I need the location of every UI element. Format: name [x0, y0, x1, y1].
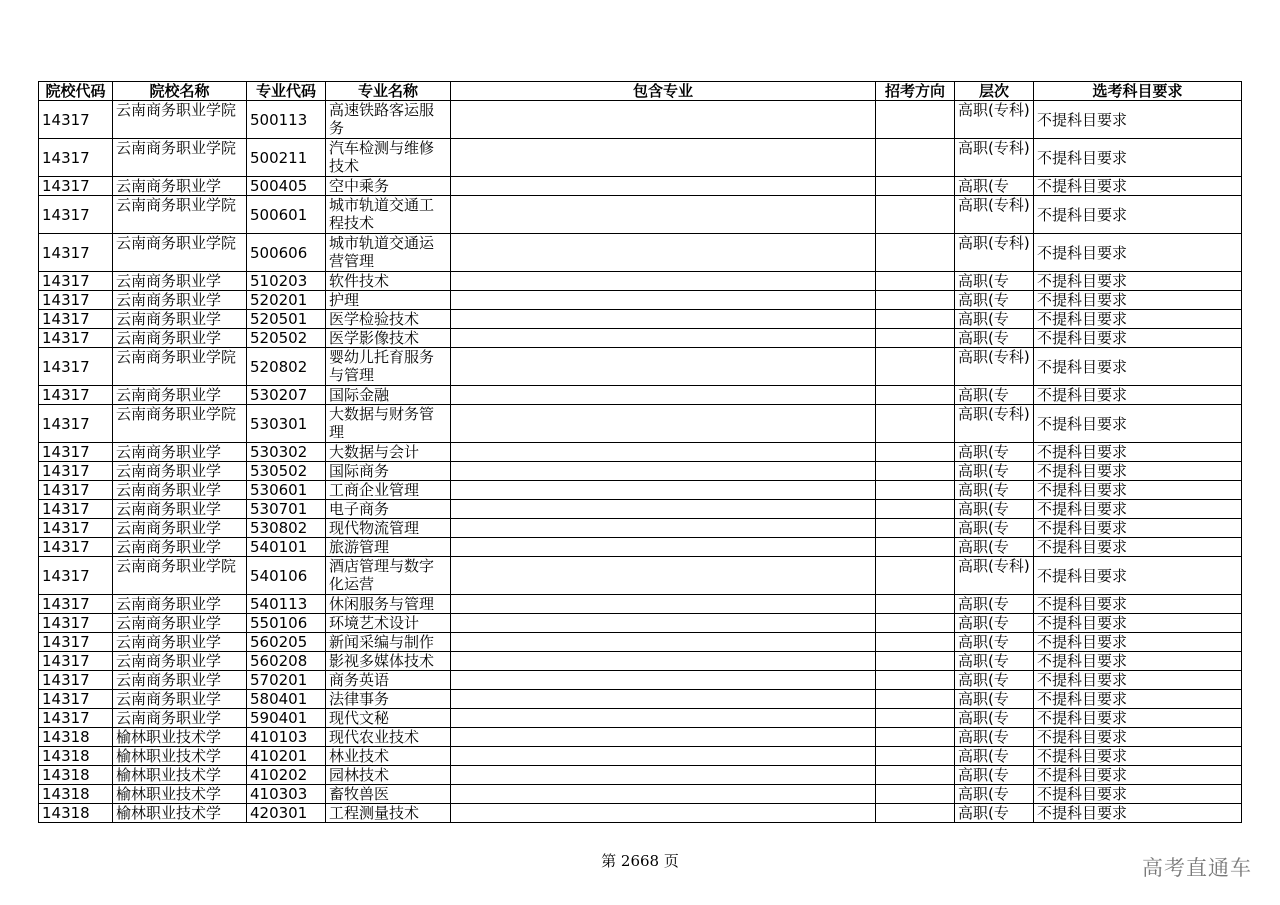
major-name-cell: 护理 — [326, 291, 451, 310]
major-name-cell: 国际金融 — [326, 386, 451, 405]
table-row — [39, 709, 1242, 728]
direction-cell — [876, 785, 955, 804]
table-row — [39, 177, 1242, 196]
major-name-cell: 休闲服务与管理 — [326, 595, 451, 614]
table-row — [39, 557, 1242, 595]
includes-cell — [451, 690, 876, 709]
header-row — [39, 82, 1242, 101]
school-code-cell: 14317 — [39, 196, 113, 234]
table-row — [39, 462, 1242, 481]
school-code-cell: 14317 — [39, 234, 113, 272]
table-row — [39, 804, 1242, 823]
school-name-cell: 云南商务职业学 — [113, 595, 247, 614]
school-code-cell: 14317 — [39, 139, 113, 177]
school-name-cell: 榆林职业技术学 — [113, 804, 247, 823]
requirement-cell: 不提科目要求 — [1034, 329, 1242, 348]
level-cell: 高职(专 — [955, 462, 1034, 481]
table-row — [39, 101, 1242, 139]
requirement-cell: 不提科目要求 — [1034, 785, 1242, 804]
requirement-cell: 不提科目要求 — [1034, 595, 1242, 614]
major-code-cell: 500601 — [247, 196, 326, 234]
requirement-cell: 不提科目要求 — [1034, 348, 1242, 386]
requirement-cell: 不提科目要求 — [1034, 500, 1242, 519]
school-code-cell: 14317 — [39, 386, 113, 405]
school-code-cell: 14317 — [39, 291, 113, 310]
level-cell: 高职(专 — [955, 652, 1034, 671]
requirement-cell: 不提科目要求 — [1034, 177, 1242, 196]
direction-cell — [876, 291, 955, 310]
direction-cell — [876, 310, 955, 329]
level-cell: 高职(专 — [955, 386, 1034, 405]
school-name-cell: 云南商务职业学 — [113, 690, 247, 709]
header-major-name: 专业名称 — [326, 82, 451, 101]
requirement-cell: 不提科目要求 — [1034, 728, 1242, 747]
direction-cell — [876, 690, 955, 709]
school-name-cell: 榆林职业技术学 — [113, 747, 247, 766]
school-name-cell: 云南商务职业学 — [113, 671, 247, 690]
major-name-cell: 畜牧兽医 — [326, 785, 451, 804]
direction-cell — [876, 405, 955, 443]
requirement-cell: 不提科目要求 — [1034, 101, 1242, 139]
direction-cell — [876, 196, 955, 234]
level-cell: 高职(专 — [955, 272, 1034, 291]
major-code-cell: 530502 — [247, 462, 326, 481]
header-direction: 招考方向 — [876, 82, 955, 101]
major-name-cell: 大数据与财务管理 — [326, 405, 451, 443]
includes-cell — [451, 538, 876, 557]
header-requirement: 选考科目要求 — [1034, 82, 1242, 101]
major-code-cell: 550106 — [247, 614, 326, 633]
includes-cell — [451, 709, 876, 728]
includes-cell — [451, 747, 876, 766]
major-code-cell: 590401 — [247, 709, 326, 728]
direction-cell — [876, 633, 955, 652]
level-cell: 高职(专 — [955, 709, 1034, 728]
major-code-cell: 520201 — [247, 291, 326, 310]
direction-cell — [876, 443, 955, 462]
major-name-cell: 高速铁路客运服务 — [326, 101, 451, 139]
level-cell: 高职(专 — [955, 177, 1034, 196]
major-code-cell: 520501 — [247, 310, 326, 329]
table-row — [39, 633, 1242, 652]
major-code-cell: 500113 — [247, 101, 326, 139]
school-code-cell: 14317 — [39, 443, 113, 462]
major-name-cell: 旅游管理 — [326, 538, 451, 557]
major-code-cell: 510203 — [247, 272, 326, 291]
includes-cell — [451, 443, 876, 462]
requirement-cell: 不提科目要求 — [1034, 443, 1242, 462]
school-code-cell: 14317 — [39, 348, 113, 386]
requirement-cell: 不提科目要求 — [1034, 272, 1242, 291]
major-code-cell: 540113 — [247, 595, 326, 614]
school-name-cell: 云南商务职业学 — [113, 177, 247, 196]
includes-cell — [451, 766, 876, 785]
major-code-cell: 530301 — [247, 405, 326, 443]
requirement-cell: 不提科目要求 — [1034, 196, 1242, 234]
level-cell: 高职(专 — [955, 291, 1034, 310]
major-name-cell: 工程测量技术 — [326, 804, 451, 823]
school-code-cell: 14318 — [39, 766, 113, 785]
major-code-cell: 520802 — [247, 348, 326, 386]
direction-cell — [876, 728, 955, 747]
school-name-cell: 云南商务职业学 — [113, 538, 247, 557]
includes-cell — [451, 557, 876, 595]
major-code-cell: 560208 — [247, 652, 326, 671]
requirement-cell: 不提科目要求 — [1034, 652, 1242, 671]
level-cell: 高职(专科) — [955, 196, 1034, 234]
major-code-cell: 540106 — [247, 557, 326, 595]
school-code-cell: 14317 — [39, 614, 113, 633]
direction-cell — [876, 804, 955, 823]
school-code-cell: 14317 — [39, 310, 113, 329]
school-code-cell: 14318 — [39, 728, 113, 747]
includes-cell — [451, 291, 876, 310]
level-cell: 高职(专 — [955, 728, 1034, 747]
level-cell: 高职(专 — [955, 500, 1034, 519]
table-row — [39, 348, 1242, 386]
major-code-cell: 420301 — [247, 804, 326, 823]
school-name-cell: 云南商务职业学 — [113, 614, 247, 633]
school-code-cell: 14318 — [39, 804, 113, 823]
major-name-cell: 国际商务 — [326, 462, 451, 481]
header-level: 层次 — [955, 82, 1034, 101]
table-row — [39, 671, 1242, 690]
includes-cell — [451, 386, 876, 405]
header-school-name: 院校名称 — [113, 82, 247, 101]
includes-cell — [451, 101, 876, 139]
school-code-cell: 14318 — [39, 747, 113, 766]
school-code-cell: 14317 — [39, 405, 113, 443]
direction-cell — [876, 519, 955, 538]
requirement-cell: 不提科目要求 — [1034, 671, 1242, 690]
school-name-cell: 云南商务职业学院 — [113, 139, 247, 177]
includes-cell — [451, 348, 876, 386]
table-row — [39, 481, 1242, 500]
direction-cell — [876, 671, 955, 690]
major-name-cell: 林业技术 — [326, 747, 451, 766]
header-school-code: 院校代码 — [39, 82, 113, 101]
school-code-cell: 14317 — [39, 500, 113, 519]
includes-cell — [451, 671, 876, 690]
level-cell: 高职(专科) — [955, 557, 1034, 595]
school-name-cell: 云南商务职业学 — [113, 272, 247, 291]
school-code-cell: 14317 — [39, 671, 113, 690]
school-name-cell: 云南商务职业学 — [113, 709, 247, 728]
table-row — [39, 405, 1242, 443]
major-code-cell: 570201 — [247, 671, 326, 690]
school-code-cell: 14317 — [39, 652, 113, 671]
major-name-cell: 商务英语 — [326, 671, 451, 690]
major-name-cell: 城市轨道交通工程技术 — [326, 196, 451, 234]
includes-cell — [451, 728, 876, 747]
level-cell: 高职(专科) — [955, 405, 1034, 443]
major-code-cell: 530302 — [247, 443, 326, 462]
school-code-cell: 14317 — [39, 595, 113, 614]
major-name-cell: 现代农业技术 — [326, 728, 451, 747]
direction-cell — [876, 481, 955, 500]
major-code-cell: 540101 — [247, 538, 326, 557]
school-name-cell: 榆林职业技术学 — [113, 785, 247, 804]
major-name-cell: 汽车检测与维修技术 — [326, 139, 451, 177]
includes-cell — [451, 785, 876, 804]
includes-cell — [451, 272, 876, 291]
direction-cell — [876, 652, 955, 671]
level-cell: 高职(专 — [955, 690, 1034, 709]
school-name-cell: 云南商务职业学 — [113, 462, 247, 481]
direction-cell — [876, 272, 955, 291]
includes-cell — [451, 310, 876, 329]
direction-cell — [876, 101, 955, 139]
requirement-cell: 不提科目要求 — [1034, 690, 1242, 709]
requirement-cell: 不提科目要求 — [1034, 386, 1242, 405]
table-row — [39, 747, 1242, 766]
major-code-cell: 520502 — [247, 329, 326, 348]
major-name-cell: 新闻采编与制作 — [326, 633, 451, 652]
table-row — [39, 443, 1242, 462]
major-code-cell: 500606 — [247, 234, 326, 272]
requirement-cell: 不提科目要求 — [1034, 804, 1242, 823]
direction-cell — [876, 234, 955, 272]
level-cell: 高职(专 — [955, 595, 1034, 614]
includes-cell — [451, 633, 876, 652]
table-row — [39, 291, 1242, 310]
page-number: 第 2668 页 — [601, 852, 679, 870]
level-cell: 高职(专 — [955, 747, 1034, 766]
level-cell: 高职(专 — [955, 785, 1034, 804]
level-cell: 高职(专 — [955, 310, 1034, 329]
major-code-cell: 410103 — [247, 728, 326, 747]
requirement-cell: 不提科目要求 — [1034, 462, 1242, 481]
direction-cell — [876, 348, 955, 386]
table-row — [39, 538, 1242, 557]
direction-cell — [876, 177, 955, 196]
includes-cell — [451, 234, 876, 272]
table-row — [39, 196, 1242, 234]
requirement-cell: 不提科目要求 — [1034, 519, 1242, 538]
table-row — [39, 595, 1242, 614]
requirement-cell: 不提科目要求 — [1034, 538, 1242, 557]
requirement-cell: 不提科目要求 — [1034, 234, 1242, 272]
table-row — [39, 386, 1242, 405]
direction-cell — [876, 595, 955, 614]
direction-cell — [876, 766, 955, 785]
school-code-cell: 14317 — [39, 481, 113, 500]
major-code-cell: 530601 — [247, 481, 326, 500]
major-name-cell: 婴幼儿托育服务与管理 — [326, 348, 451, 386]
table-row — [39, 519, 1242, 538]
requirement-cell: 不提科目要求 — [1034, 709, 1242, 728]
includes-cell — [451, 177, 876, 196]
direction-cell — [876, 329, 955, 348]
school-code-cell: 14317 — [39, 709, 113, 728]
header-major-code: 专业代码 — [247, 82, 326, 101]
school-code-cell: 14318 — [39, 785, 113, 804]
school-name-cell: 云南商务职业学院 — [113, 557, 247, 595]
table-row — [39, 139, 1242, 177]
table-row — [39, 614, 1242, 633]
school-name-cell: 榆林职业技术学 — [113, 766, 247, 785]
school-name-cell: 云南商务职业学 — [113, 481, 247, 500]
school-name-cell: 云南商务职业学院 — [113, 234, 247, 272]
school-name-cell: 榆林职业技术学 — [113, 728, 247, 747]
direction-cell — [876, 500, 955, 519]
school-code-cell: 14317 — [39, 690, 113, 709]
major-name-cell: 大数据与会计 — [326, 443, 451, 462]
table-row — [39, 690, 1242, 709]
level-cell: 高职(专科) — [955, 234, 1034, 272]
school-code-cell: 14317 — [39, 538, 113, 557]
includes-cell — [451, 595, 876, 614]
major-name-cell: 现代物流管理 — [326, 519, 451, 538]
level-cell: 高职(专 — [955, 804, 1034, 823]
school-name-cell: 云南商务职业学 — [113, 652, 247, 671]
table-row — [39, 272, 1242, 291]
school-code-cell: 14317 — [39, 177, 113, 196]
major-code-cell: 410201 — [247, 747, 326, 766]
major-code-cell: 580401 — [247, 690, 326, 709]
school-name-cell: 云南商务职业学 — [113, 443, 247, 462]
school-name-cell: 云南商务职业学 — [113, 500, 247, 519]
level-cell: 高职(专 — [955, 671, 1034, 690]
direction-cell — [876, 709, 955, 728]
watermark-logo: 高考直通车 — [1142, 856, 1252, 880]
major-name-cell: 影视多媒体技术 — [326, 652, 451, 671]
school-name-cell: 云南商务职业学 — [113, 386, 247, 405]
major-name-cell: 软件技术 — [326, 272, 451, 291]
school-name-cell: 云南商务职业学 — [113, 291, 247, 310]
level-cell: 高职(专科) — [955, 348, 1034, 386]
school-name-cell: 云南商务职业学院 — [113, 196, 247, 234]
major-name-cell: 现代文秘 — [326, 709, 451, 728]
requirement-cell: 不提科目要求 — [1034, 766, 1242, 785]
requirement-cell: 不提科目要求 — [1034, 557, 1242, 595]
admissions-table — [38, 81, 1242, 823]
major-code-cell: 500405 — [247, 177, 326, 196]
table-row — [39, 652, 1242, 671]
direction-cell — [876, 614, 955, 633]
major-name-cell: 医学检验技术 — [326, 310, 451, 329]
direction-cell — [876, 139, 955, 177]
school-name-cell: 云南商务职业学 — [113, 519, 247, 538]
header-includes: 包含专业 — [451, 82, 876, 101]
level-cell: 高职(专科) — [955, 101, 1034, 139]
school-code-cell: 14317 — [39, 633, 113, 652]
requirement-cell: 不提科目要求 — [1034, 310, 1242, 329]
table-row — [39, 728, 1242, 747]
school-name-cell: 云南商务职业学 — [113, 633, 247, 652]
school-name-cell: 云南商务职业学院 — [113, 348, 247, 386]
major-name-cell: 园林技术 — [326, 766, 451, 785]
level-cell: 高职(专 — [955, 481, 1034, 500]
includes-cell — [451, 462, 876, 481]
requirement-cell: 不提科目要求 — [1034, 139, 1242, 177]
major-name-cell: 工商企业管理 — [326, 481, 451, 500]
table-row — [39, 329, 1242, 348]
school-code-cell: 14317 — [39, 462, 113, 481]
direction-cell — [876, 386, 955, 405]
level-cell: 高职(专 — [955, 519, 1034, 538]
school-name-cell: 云南商务职业学 — [113, 329, 247, 348]
school-code-cell: 14317 — [39, 272, 113, 291]
school-name-cell: 云南商务职业学 — [113, 310, 247, 329]
requirement-cell: 不提科目要求 — [1034, 291, 1242, 310]
major-name-cell: 酒店管理与数字化运营 — [326, 557, 451, 595]
direction-cell — [876, 462, 955, 481]
major-name-cell: 法律事务 — [326, 690, 451, 709]
school-code-cell: 14317 — [39, 557, 113, 595]
includes-cell — [451, 329, 876, 348]
table-row — [39, 766, 1242, 785]
includes-cell — [451, 139, 876, 177]
includes-cell — [451, 500, 876, 519]
major-name-cell: 医学影像技术 — [326, 329, 451, 348]
requirement-cell: 不提科目要求 — [1034, 747, 1242, 766]
table-row — [39, 785, 1242, 804]
major-code-cell: 410303 — [247, 785, 326, 804]
table-row — [39, 500, 1242, 519]
level-cell: 高职(专 — [955, 443, 1034, 462]
table-body — [39, 101, 1242, 823]
major-name-cell: 环境艺术设计 — [326, 614, 451, 633]
level-cell: 高职(专科) — [955, 139, 1034, 177]
major-code-cell: 530207 — [247, 386, 326, 405]
major-code-cell: 500211 — [247, 139, 326, 177]
table-row — [39, 310, 1242, 329]
major-code-cell: 560205 — [247, 633, 326, 652]
major-code-cell: 410202 — [247, 766, 326, 785]
includes-cell — [451, 481, 876, 500]
direction-cell — [876, 747, 955, 766]
includes-cell — [451, 196, 876, 234]
includes-cell — [451, 405, 876, 443]
major-code-cell: 530701 — [247, 500, 326, 519]
direction-cell — [876, 557, 955, 595]
includes-cell — [451, 652, 876, 671]
major-name-cell: 空中乘务 — [326, 177, 451, 196]
school-name-cell: 云南商务职业学院 — [113, 101, 247, 139]
school-code-cell: 14317 — [39, 519, 113, 538]
requirement-cell: 不提科目要求 — [1034, 481, 1242, 500]
level-cell: 高职(专 — [955, 614, 1034, 633]
includes-cell — [451, 614, 876, 633]
school-name-cell: 云南商务职业学院 — [113, 405, 247, 443]
school-code-cell: 14317 — [39, 101, 113, 139]
school-code-cell: 14317 — [39, 329, 113, 348]
includes-cell — [451, 519, 876, 538]
level-cell: 高职(专 — [955, 766, 1034, 785]
level-cell: 高职(专 — [955, 633, 1034, 652]
includes-cell — [451, 804, 876, 823]
requirement-cell: 不提科目要求 — [1034, 614, 1242, 633]
major-name-cell: 电子商务 — [326, 500, 451, 519]
major-code-cell: 530802 — [247, 519, 326, 538]
major-name-cell: 城市轨道交通运营管理 — [326, 234, 451, 272]
direction-cell — [876, 538, 955, 557]
table-row — [39, 234, 1242, 272]
level-cell: 高职(专 — [955, 538, 1034, 557]
requirement-cell: 不提科目要求 — [1034, 633, 1242, 652]
level-cell: 高职(专 — [955, 329, 1034, 348]
requirement-cell: 不提科目要求 — [1034, 405, 1242, 443]
